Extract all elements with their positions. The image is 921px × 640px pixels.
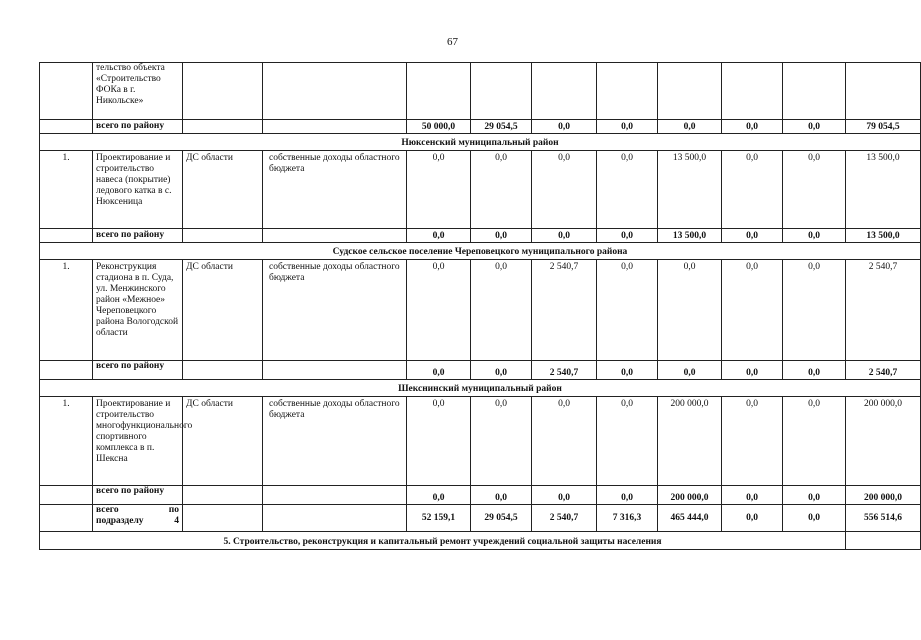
- budget-table: [39, 62, 921, 550]
- subsection-total-value: 7 316,3: [597, 505, 658, 532]
- project-name: Проектирование и строительство многофункционального спортивного комплекса в п. Шексна: [93, 397, 183, 486]
- total-value: 200 000,0: [658, 486, 722, 505]
- total-value: 0,0: [722, 229, 783, 243]
- project-name: тельство объекта «Строительство ФОКа в г. Никольске»: [93, 63, 183, 120]
- value-cell: 0,0: [722, 260, 783, 361]
- total-value: 13 500,0: [658, 229, 722, 243]
- value-cell: 0,0: [597, 151, 658, 229]
- value-cell: 0,0: [532, 397, 597, 486]
- subsection-total-value: 0,0: [722, 505, 783, 532]
- total-value: 0,0: [658, 361, 722, 380]
- section-header-row: [40, 532, 921, 550]
- total-value: 2 540,7: [532, 361, 597, 380]
- district-total-row: [40, 361, 921, 380]
- value-cell: 0,0: [783, 397, 846, 486]
- section-title: 5. Строительство, реконструкция и капитальный ремонт учреждений социальной защиты населения: [40, 532, 846, 550]
- project-name: Проектирование и строительство навеса (покрытие) ледового катка в с. Нюксеница: [93, 151, 183, 229]
- value-cell: 0,0: [471, 260, 532, 361]
- value-cell: 13 500,0: [658, 151, 722, 229]
- value-cell: 0,0: [722, 151, 783, 229]
- page-number: 67: [447, 36, 458, 48]
- total-value: 0,0: [407, 229, 471, 243]
- region-header-row: [40, 134, 921, 151]
- value-cell: 0,0: [783, 260, 846, 361]
- row-index: 1.: [40, 397, 93, 486]
- value-cell: 0,0: [597, 260, 658, 361]
- value-cell: 0,0: [532, 151, 597, 229]
- project-name: Реконструкция стадиона в п. Суда, ул. Менжинского район «Межное» Череповецкого района Вологодской области: [93, 260, 183, 361]
- value-cell: 2 540,7: [532, 260, 597, 361]
- total-value: 0,0: [597, 361, 658, 380]
- total-label: всего по району: [93, 486, 183, 505]
- total-value: 0,0: [783, 486, 846, 505]
- customer: ДС области: [183, 397, 263, 486]
- total-value: 0,0: [597, 229, 658, 243]
- table-row: [40, 260, 921, 361]
- district-total-row: [40, 120, 921, 134]
- subsection-total-label: всего по подразделу 4: [93, 505, 183, 532]
- value-cell: 2 540,7: [846, 260, 921, 361]
- total-label: всего по району: [93, 120, 183, 134]
- customer: ДС области: [183, 260, 263, 361]
- subsection-total-value: 52 159,1: [407, 505, 471, 532]
- total-value: 50 000,0: [407, 120, 471, 134]
- total-value: 13 500,0: [846, 229, 921, 243]
- value-cell: 0,0: [407, 260, 471, 361]
- total-label: всего по району: [93, 229, 183, 243]
- funding-source: собственные доходы областного бюджета: [263, 151, 407, 229]
- table-row: [40, 151, 921, 229]
- total-value: 0,0: [471, 361, 532, 380]
- total-value: 79 054,5: [846, 120, 921, 134]
- funding-source: собственные доходы областного бюджета: [263, 397, 407, 486]
- subsection-total-value: 556 514,6: [846, 505, 921, 532]
- value-cell: 0,0: [597, 397, 658, 486]
- region-header-row: [40, 380, 921, 397]
- district-total-row: [40, 229, 921, 243]
- region-title: Шекснинский муниципальный район: [40, 380, 921, 397]
- total-value: 0,0: [532, 486, 597, 505]
- subsection-total-value: 29 054,5: [471, 505, 532, 532]
- value-cell: 0,0: [722, 397, 783, 486]
- total-value: 0,0: [532, 229, 597, 243]
- subsection-total-value: 465 444,0: [658, 505, 722, 532]
- total-value: 0,0: [658, 120, 722, 134]
- region-title: Судское сельское поселение Череповецкого муниципального района: [40, 243, 921, 260]
- total-value: 0,0: [783, 120, 846, 134]
- total-value: 0,0: [532, 120, 597, 134]
- subsection-total-value: 2 540,7: [532, 505, 597, 532]
- total-value: 0,0: [471, 229, 532, 243]
- value-cell: 0,0: [471, 151, 532, 229]
- total-value: 2 540,7: [846, 361, 921, 380]
- value-cell: 0,0: [471, 397, 532, 486]
- total-label: всего по району: [93, 361, 183, 380]
- total-value: 0,0: [471, 486, 532, 505]
- total-value: 0,0: [722, 361, 783, 380]
- value-cell: 13 500,0: [846, 151, 921, 229]
- table-row: [40, 397, 921, 486]
- customer: ДС области: [183, 151, 263, 229]
- region-title: Нюксенский муниципальный район: [40, 134, 921, 151]
- value-cell: 200 000,0: [658, 397, 722, 486]
- subsection-total-row: [40, 505, 921, 532]
- total-value: 0,0: [407, 361, 471, 380]
- value-cell: 0,0: [407, 151, 471, 229]
- total-value: 0,0: [597, 486, 658, 505]
- row-index: 1.: [40, 151, 93, 229]
- total-value: 29 054,5: [471, 120, 532, 134]
- total-value: 0,0: [722, 486, 783, 505]
- value-cell: 200 000,0: [846, 397, 921, 486]
- value-cell: 0,0: [658, 260, 722, 361]
- total-value: 200 000,0: [846, 486, 921, 505]
- subsection-total-value: 0,0: [783, 505, 846, 532]
- row-index: 1.: [40, 260, 93, 361]
- value-cell: 0,0: [783, 151, 846, 229]
- table-row: [40, 63, 921, 120]
- total-value: 0,0: [783, 361, 846, 380]
- funding-source: собственные доходы областного бюджета: [263, 260, 407, 361]
- value-cell: 0,0: [407, 397, 471, 486]
- total-value: 0,0: [783, 229, 846, 243]
- total-value: 0,0: [597, 120, 658, 134]
- district-total-row: [40, 486, 921, 505]
- total-value: 0,0: [407, 486, 471, 505]
- total-value: 0,0: [722, 120, 783, 134]
- region-header-row: [40, 243, 921, 260]
